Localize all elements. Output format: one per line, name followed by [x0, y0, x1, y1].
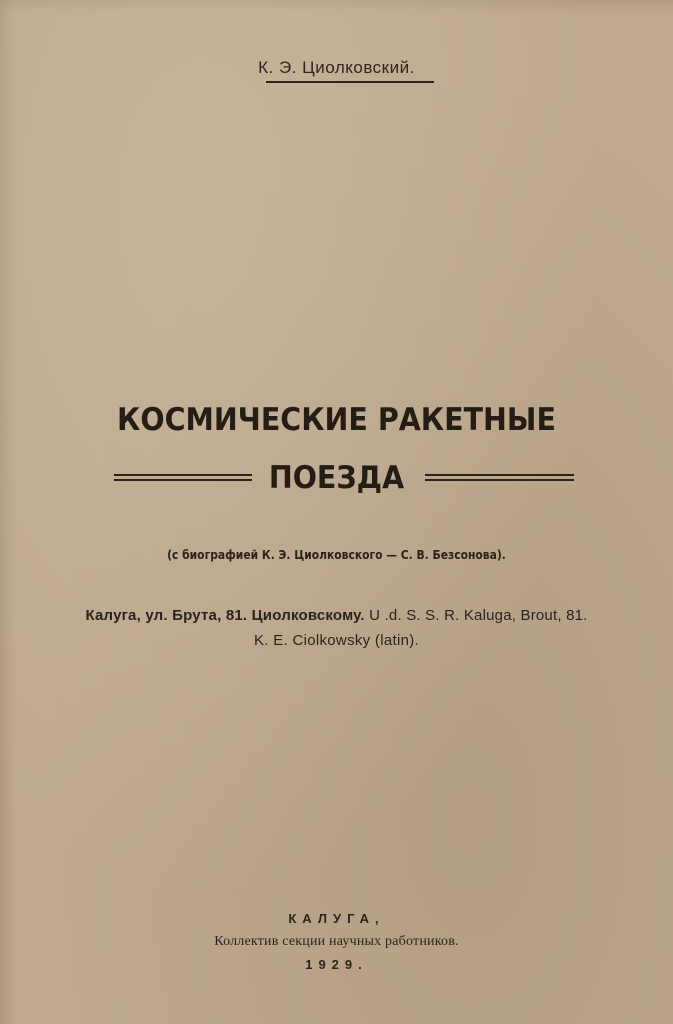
address-line-1 [0, 607, 673, 624]
title-line-2: ПОЕЗДА [268, 460, 405, 496]
imprint-year: 1929. [305, 957, 368, 972]
address-line-2: K. E. Ciolkowsky (latin). [253, 632, 420, 649]
imprint-city: КАЛУГА, [288, 911, 385, 926]
author-name: К. Э. Циолковский. [258, 58, 415, 77]
imprint-publisher: Коллектив секции научных работников. [214, 934, 459, 949]
title-right-rule [425, 474, 574, 486]
address-latin: U .d. S. S. R. Kaluga, Brout, 81. [369, 607, 588, 624]
address-russian: Калуга, ул. Брута, 81. Циолковскому. [85, 607, 365, 624]
subtitle: (с биографией К. Э. Циолковского — С. В. Безсонова). [167, 547, 506, 562]
author-underline [266, 81, 434, 83]
title-line-1: КОСМИЧЕСКИЕ РАКЕТНЫЕ [117, 402, 556, 438]
